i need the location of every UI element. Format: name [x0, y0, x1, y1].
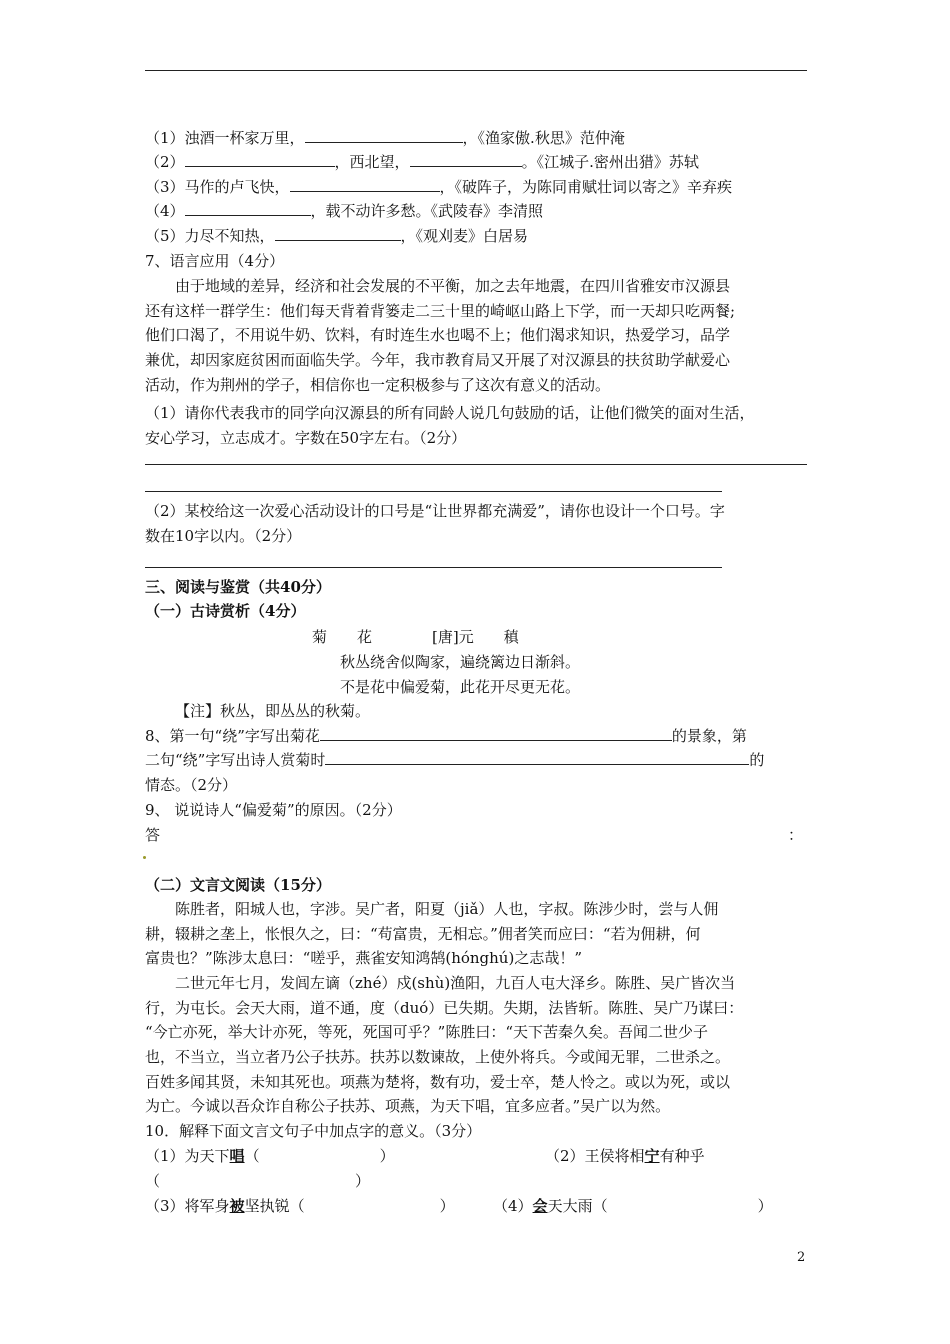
blank-5[interactable]	[185, 201, 311, 216]
q10-answer-bracket[interactable]: （ ）	[145, 1172, 371, 1190]
q7-para-line: 还有这样一群学生：他们每天背着背篓走二三十里的崎岖山路上下学，而一天却只吃两餐;	[145, 302, 736, 320]
q6-line-1	[145, 128, 625, 148]
dotted-char: 会	[532, 1197, 548, 1215]
poem-note: 【注】秋丛，即丛丛的秋菊。	[175, 702, 371, 720]
q10-prompt: 10．解释下面文言文句子中加点字的意义。（3分）	[145, 1122, 482, 1140]
q6-l2-text: （2）	[145, 153, 185, 171]
q8-blank-2[interactable]	[325, 750, 749, 765]
q6-l5-text: （5）力尽不知热，	[145, 227, 275, 245]
stray-dot	[143, 856, 146, 859]
q6-line-2	[145, 152, 699, 172]
q6-line-4	[145, 201, 543, 221]
q10-item-4	[493, 1196, 773, 1216]
classical-text-line: 富贵也？”陈涉太息曰：“嗟乎，燕雀安知鸿鹄(hónghú)之志哉！”	[145, 949, 582, 967]
dotted-char: 唱	[229, 1147, 245, 1165]
q8-text: 8、第一句“绕”字写出菊花	[145, 727, 320, 745]
q7-para-line: 他们口渴了，不用说牛奶、饮料，有时连生水也喝不上；他们渴求知识，热爱学习，品学	[145, 326, 731, 344]
q7-sub1-prompt-cont: 安心学习，立志成才。字数在50字左右。（2分）	[145, 429, 467, 447]
classical-text-line: 陈胜者，阳城人也，字涉。吴广者，阳夏（jiǎ）人也，字叔。陈涉少时，尝与人佣	[175, 900, 719, 918]
q8-line-2	[145, 750, 764, 770]
q10-item-text: （1）为天下	[145, 1147, 230, 1165]
poem-line-1: 秋丛绕舍似陶家，遍绕篱边日渐斜。	[340, 653, 581, 671]
classical-text-line: 百姓多闻其贤，未知其死也。项燕为楚将，数有功，爱士卒，楚人怜之。或以为死，或以	[145, 1073, 731, 1091]
header-rule	[145, 70, 807, 71]
q9-colon: ：	[788, 826, 804, 844]
classical-text-line: 行，为屯长。会天大雨，道不通，度（duó）已失期。失期，法皆斩。陈胜、吴广乃谋曰：	[145, 999, 744, 1017]
q10-item-1	[145, 1146, 395, 1166]
q8-text: 的景象，第	[671, 727, 747, 745]
q8-text: 的	[749, 751, 765, 769]
q9-answer-label: 答	[145, 826, 161, 844]
q7-sub2-prompt-cont: 数在10字以内。（2分）	[145, 527, 302, 545]
answer-line[interactable]	[145, 567, 722, 568]
q10-item-2	[545, 1146, 705, 1166]
q8-text-end: 情态。（2分）	[145, 776, 238, 794]
q8-blank-1[interactable]	[320, 726, 672, 741]
part2-title: （二）文言文阅读（15分）	[145, 876, 331, 894]
classical-text-line: “今亡亦死，举大计亦死，等死，死国可乎？”陈胜曰：“天下苦秦久矣。吾闻二世少子	[145, 1023, 709, 1041]
q6-l1-source: ，《渔家傲.秋思》范仲淹	[462, 129, 625, 147]
answer-line[interactable]	[145, 491, 722, 492]
answer-line[interactable]	[145, 464, 807, 465]
q6-l4-text: （4）	[145, 202, 185, 220]
blank-4[interactable]	[290, 177, 440, 192]
classical-text-line: 耕，辍耕之垄上，怅恨久之，曰：“苟富贵，无相忘。”佣者笑而应曰：“若为佣耕，何	[145, 925, 701, 943]
blank-1[interactable]	[305, 128, 463, 143]
blank-6[interactable]	[275, 226, 401, 241]
q7-title: 7、语言应用（4分）	[145, 252, 285, 270]
blank-2[interactable]	[185, 152, 335, 167]
q6-l5-source: ，《观刈麦》白居易	[400, 227, 529, 245]
q9-prompt: 9、 说说诗人“偏爱菊”的原因。（2分）	[145, 801, 402, 819]
q8-text: 二句“绕”字写出诗人赏菊时	[145, 751, 326, 769]
q10-item-text: （4）	[493, 1197, 533, 1215]
q10-item-text: 有种乎	[659, 1147, 705, 1165]
q6-l2-source: 。《江城子.密州出猎》苏轼	[521, 153, 699, 171]
page-number: 2	[797, 1250, 806, 1265]
q6-line-5	[145, 226, 528, 246]
dotted-char: 被	[229, 1197, 245, 1215]
part1-title: （一）古诗赏析（4分）	[145, 602, 306, 620]
q10-answer-bracket[interactable]: 坚执锐（ ）	[244, 1197, 455, 1215]
q6-l4-source: ，载不动许多愁。《武陵春》李清照	[310, 202, 544, 220]
q6-l1-text: （1）浊酒一杯家万里，	[145, 129, 305, 147]
poem-title: 菊 花 [唐]元 稹	[312, 628, 519, 646]
q10-answer-bracket[interactable]: （ ）	[244, 1147, 395, 1165]
q7-para-line: 活动，作为荆州的学子，相信你也一定积极参与了这次有意义的活动。	[145, 376, 611, 394]
q6-l2-mid: ，西北望，	[334, 153, 410, 171]
q8-line-1	[145, 726, 747, 746]
classical-text-line: 为亡。今诚以吾众诈自称公子扶苏、项燕，为天下唱，宜多应者。”吴广以为然。	[145, 1097, 671, 1115]
q10-item-3	[145, 1196, 455, 1216]
q10-answer-bracket[interactable]: 天大雨（ ）	[547, 1197, 773, 1215]
classical-text-line: 也，不当立，当立者乃公子扶苏。扶苏以数谏故，上使外将兵。今或闻无罪，二世杀之。	[145, 1048, 731, 1066]
q6-line-3	[145, 177, 732, 197]
q7-sub2-prompt: （2）某校给这一次爱心活动设计的口号是“让世界都充满爱”，请你也设计一个口号。字	[145, 502, 725, 520]
poem-line-2: 不是花中偏爱菊，此花开尽更无花。	[340, 678, 581, 696]
q7-para-line: 由于地域的差异，经济和社会发展的不平衡，加之去年地震，在四川省雅安市汉源县	[175, 277, 731, 295]
q6-l3-text: （3）马作的卢飞快，	[145, 178, 290, 196]
dotted-char: 宁	[644, 1147, 660, 1165]
q10-item-text: （3）将军身	[145, 1197, 230, 1215]
q6-l3-source: ，《破阵子，为陈同甫赋壮词以寄之》辛弃疾	[439, 178, 733, 196]
q7-sub1-prompt: （1）请你代表我市的同学向汉源县的所有同龄人说几句鼓励的话，让他们微笑的面对生活，	[145, 404, 755, 422]
section-title: 三、阅读与鉴赏（共40分）	[145, 578, 331, 596]
q7-para-line: 兼优，却因家庭贫困而面临失学。今年，我市教育局又开展了对汉源县的扶贫助学献爱心	[145, 351, 731, 369]
q10-item-text: （2）王侯将相	[545, 1147, 645, 1165]
classical-text-line: 二世元年七月，发闾左谪（zhé）戍(shù)渔阳，九百人屯大泽乡。陈胜、吴广皆次当	[175, 974, 736, 992]
blank-3[interactable]	[410, 152, 522, 167]
